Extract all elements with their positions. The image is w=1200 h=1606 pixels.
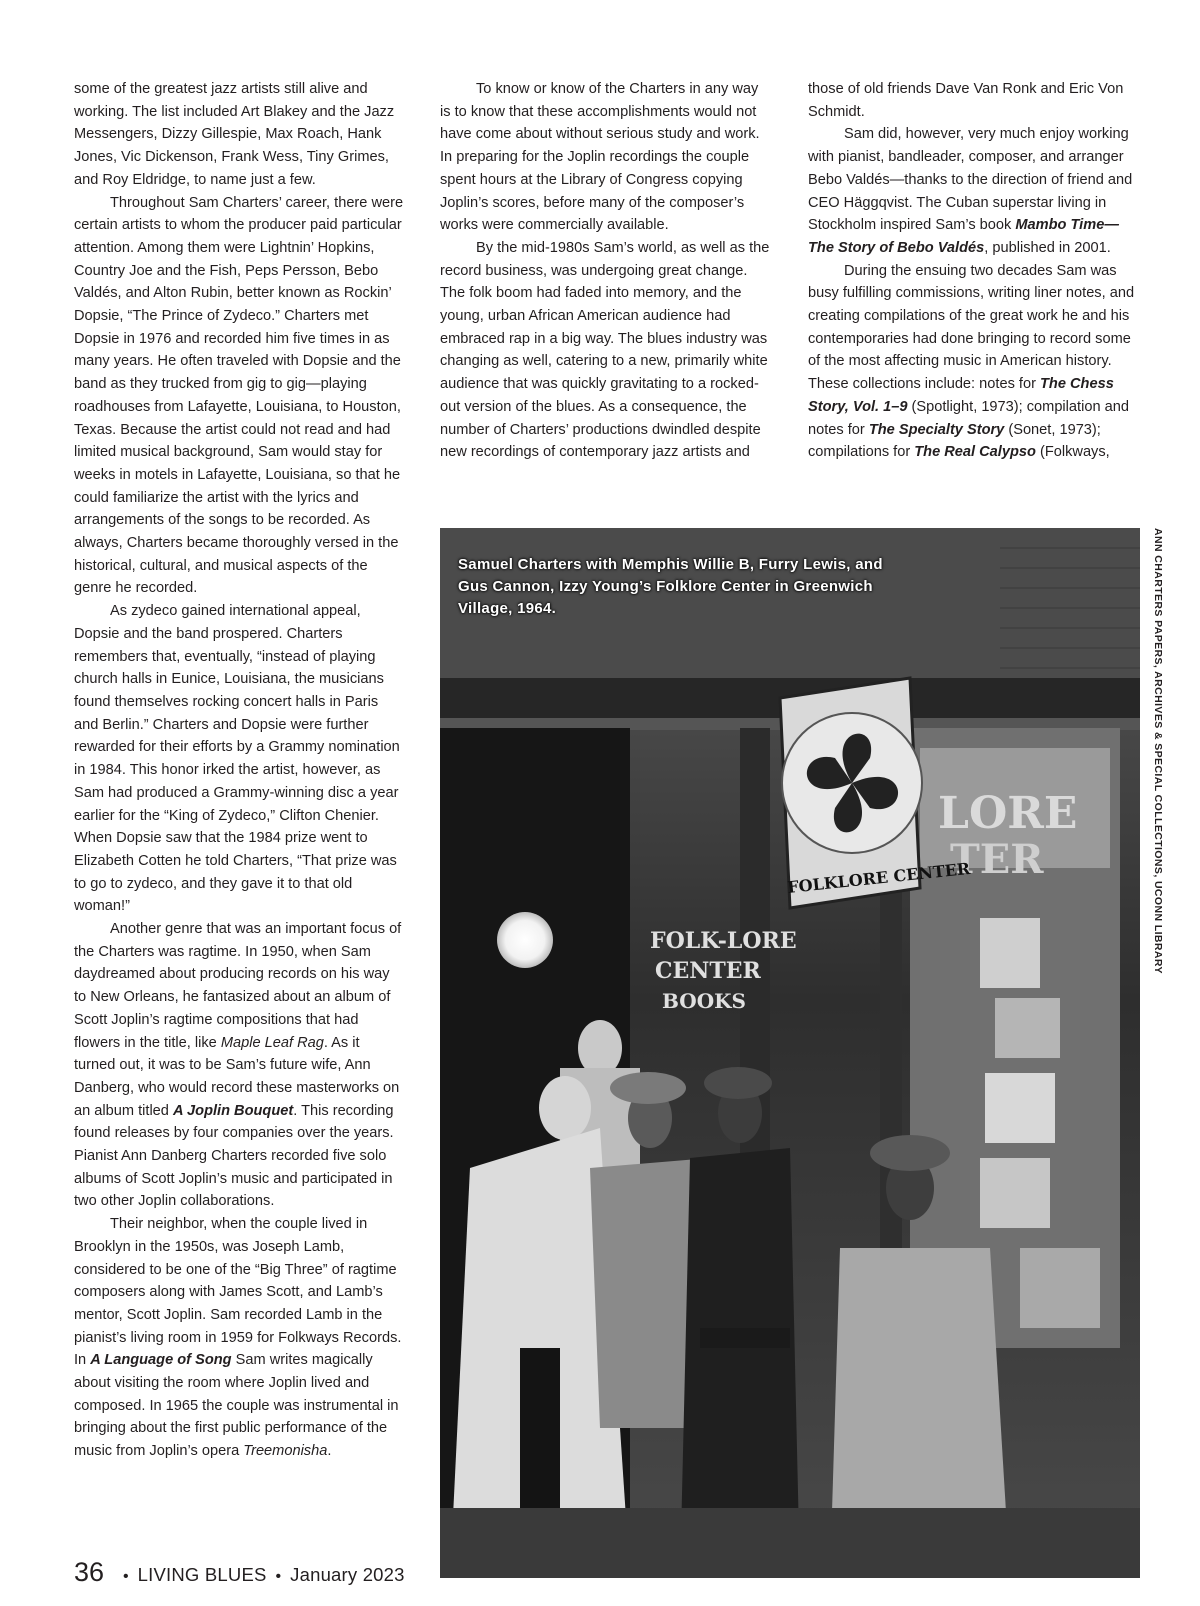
paragraph-text: To know or know of the Charters in any way is to know that these accomplishments would not have come about without serious study and work. In preparing for the Joplin recordings the couple spent hours at the Library of Congress copying Joplin’s scores, before many of the composer’s works were commercially available. — [440, 81, 760, 234]
window-lettering: LORE — [938, 788, 1078, 839]
paragraph-text: Sam writes magically about visiting the room where Joplin lived and composed. In 1965 the couple was instrumental in bringing about the first public performance of the music from Joplin’s opera — [74, 1352, 399, 1460]
paragraph-text: Their neighbor, when the couple lived in Brooklyn in the 1950s, was Joseph Lamb, considered to be one of the “Big Three” of ragtime composers along with James Scott, and Lamb’s mentor, Scott Joplin. Sam recorded Lamb in the pianist’s living room in 1959 for Folkways Records. In — [74, 1216, 402, 1369]
paragraph — [808, 78, 1138, 123]
text-column-1 — [74, 78, 404, 1463]
photo-caption: Samuel Charters with Memphis Willie B, Furry Lewis, and Gus Cannon, Izzy Young’s Folklore Center in Greenwich Village, 1964. — [458, 556, 883, 617]
paragraph-text: (Spotlight, 1973); compilation and notes for — [808, 398, 1129, 438]
paragraph-text: Another genre that was an important focus of the Charters was ragtime. In 1950, when Sam daydreamed about producing records on his way to New Orleans, he fantasized about an album of Scott Joplin’s ragtime compositions that had flowers in the title, like — [74, 921, 402, 1051]
footer-bullet: • — [123, 1568, 129, 1585]
title-reference: Mambo Time—The Story of Bebo Valdés — [808, 217, 1119, 256]
paragraph-text: Sam did, however, very much enjoy working with pianist, bandleader, composer, and arranger Bebo Valdés—thanks to the direction of friend and CEO Häggqvist. The Cuban superstar living in Stockholm inspired Sam’s book — [808, 126, 1133, 234]
paragraph — [440, 237, 770, 464]
paragraph-text: . As it turned out, it was to be Sam’s future wife, Ann Danberg, who would record these masterworks on an album titled — [74, 1034, 400, 1119]
title-reference: The Specialty Story — [868, 421, 1005, 438]
paragraph-text: During the ensuing two decades Sam was busy fulfilling commissions, writing liner notes, and creating compilations of the great work he and his contemporaries had done bringing to record some of the most affecting music in American history. These collections include: notes for — [808, 262, 1135, 393]
title-reference: The Real Calypso — [914, 444, 1036, 461]
svg-text:CENTER: CENTER — [655, 958, 761, 984]
footer-bullet: • — [275, 1568, 282, 1585]
paragraph-text: (Sonet, 1973); compilations for — [808, 421, 1101, 461]
paragraph-text: . This recording found releases by four companies over the years. Pianist Ann Danberg Charters recorded five solo albums of Scott Joplin’s music and participated in two other Joplin collaborations. — [74, 1102, 394, 1210]
paragraph-text: Throughout Sam Charters’ career, there were certain artists to whom the producer paid particular attention. Among them were Lightnin’ Hopkins, Country Joe and the Fish, Peps Persson, Bebo Valdés, and Alton Rubin, better known as Rockin’ Dopsie, “The Prince of Zydeco.” Charters met Dopsie in 1976 and recorded him five times in as many years. He often traveled with Dopsie and the band as they trucked from gig to gig—playing roadhouses from Lafayette, Louisiana, to Houston, Texas. Because the artist could not read and had limited musical background, Sam would stay for weeks in motels in Lafayette, Louisiana, so that he could familiarize the artist with the lyrics and arrangements of the songs to be recorded. As always, Charters became thoroughly versed in the historical, cultural, and musical aspects of the genre he recorded. — [74, 194, 404, 597]
paragraph — [74, 78, 404, 192]
italic-title: Treemonisha — [243, 1443, 328, 1460]
magazine-name: LIVING BLUES — [137, 1564, 267, 1585]
paragraph — [74, 600, 404, 918]
title-reference: The Chess Story, Vol. 1–9 — [808, 376, 1114, 415]
paragraph-text: those of old friends Dave Van Ronk and Eric Von Schmidt. — [808, 81, 1124, 120]
paragraph — [74, 918, 404, 1213]
page-footer — [74, 1557, 405, 1593]
paragraph-text: By the mid-1980s Sam’s world, as well as the record business, was undergoing great change. The folk boom had faded into memory, and the young, urban African American audience had embraced rap in a big way. The blues industry was changing as well, catering to a new, primarily white audience that was quickly gravitating to a rocked-out version of the blues. As a consequence, the number of Charters’ productions dwindled despite new recordings of contemporary jazz artists and — [440, 239, 770, 461]
title-reference: A Language of Song — [90, 1352, 232, 1369]
italic-title: Maple Leaf Rag — [220, 1034, 324, 1051]
paragraph-text: As zydeco gained international appeal, Dopsie and the band prospered. Charters remembers that, eventually, “instead of playing church halls in Eunice, Louisiana, the musicians found themselves rocking concert halls in Paris and Berlin.” Charters and Dopsie were further rewarded for their efforts by a Grammy nomination in 1984. This honor irked the artist, however, as Sam had produced a Grammy-winning disc a year earlier for the “King of Zydeco,” Clifton Chenier. When Dopsie saw that the 1984 prize went to Elizabeth Cotten he told Charters, “That prize was to go to zydeco, and they gave it to that old woman!” — [74, 603, 400, 915]
issue-date: January 2023 — [290, 1564, 405, 1585]
paragraph — [74, 1213, 404, 1463]
paragraph-text: some of the greatest jazz artists still alive and working. The list included Art Blakey and the Jazz Messengers, Dizzy Gillespie, Max Roach, Hank Jones, Vic Dickenson, Frank Wess, Tiny Grimes, and Roy Eldridge, to name just a few. — [74, 81, 395, 188]
svg-text:TER: TER — [950, 836, 1044, 883]
photo-credit-text: ANN CHARTERS PAPERS, ARCHIVES & SPECIAL COLLECTIONS, UCONN LIBRARY — [1152, 528, 1164, 974]
paragraph-text: (Folkways, — [1035, 444, 1110, 461]
paragraph — [808, 123, 1138, 259]
paragraph-text: , published in 2001. — [984, 239, 1111, 256]
paragraph — [808, 260, 1138, 464]
photo-folklore-center — [440, 528, 1140, 1578]
page-number: 36 — [74, 1557, 105, 1587]
text-column-2 — [440, 78, 770, 464]
svg-text:FOLK-LORE: FOLK-LORE — [650, 928, 797, 954]
paragraph — [440, 78, 770, 237]
paragraph — [74, 192, 404, 601]
svg-text:FOLKLORE CENTER: FOLKLORE CENTER — [786, 858, 972, 897]
text-column-3 — [808, 78, 1138, 464]
paragraph-text: . — [327, 1443, 332, 1460]
svg-text:BOOKS: BOOKS — [662, 989, 746, 1013]
title-reference: A Joplin Bouquet — [172, 1102, 294, 1119]
photo-credit — [1148, 528, 1168, 988]
